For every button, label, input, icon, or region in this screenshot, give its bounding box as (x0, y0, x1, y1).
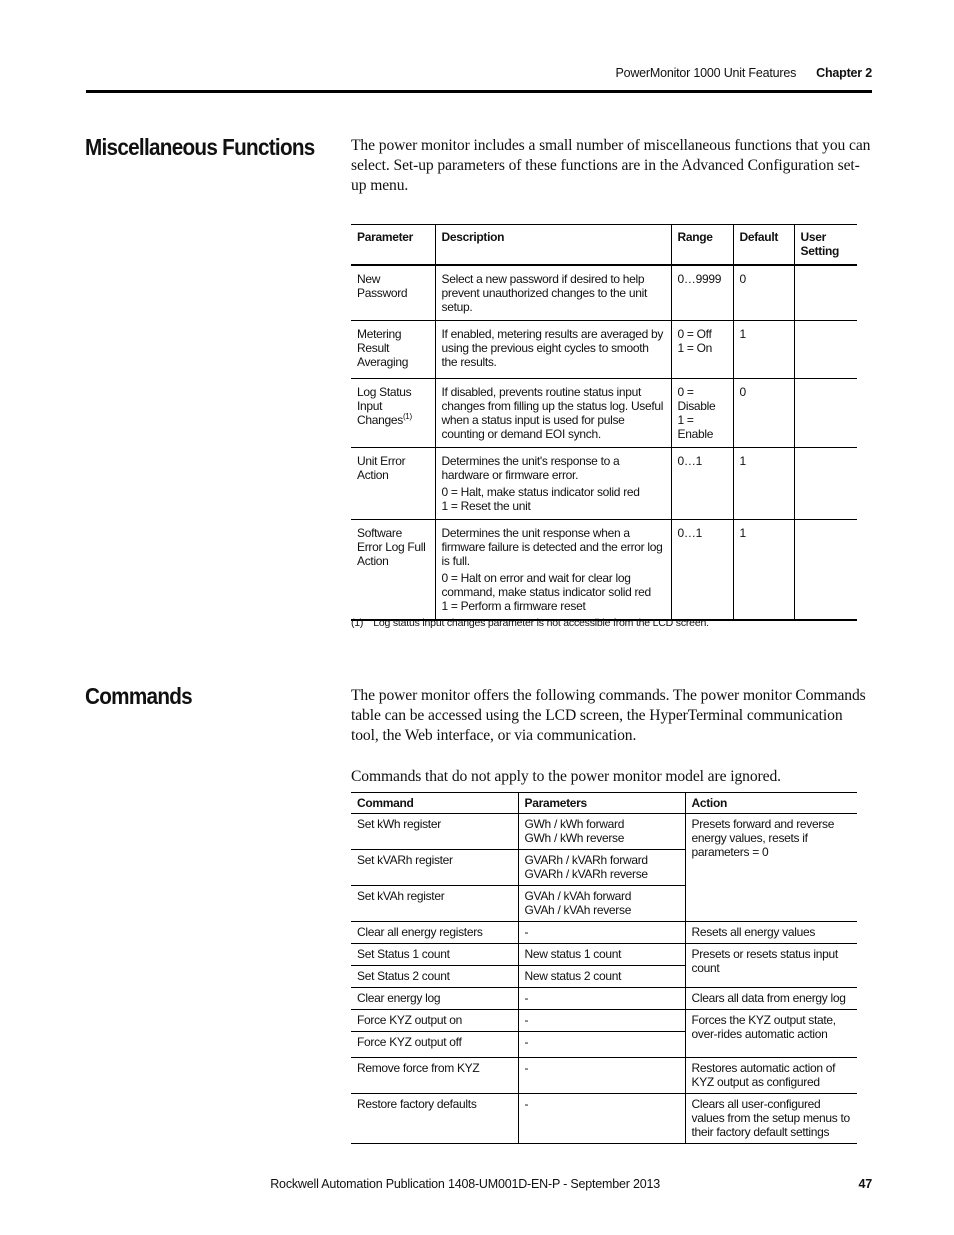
table-row (351, 814, 857, 850)
cell-description (435, 265, 671, 321)
table-row (351, 1010, 857, 1032)
description-options: 0 = Halt, make status indicator solid red 1 = Reset the unit (441, 484, 640, 513)
col-header-user-setting: User Setting (794, 225, 857, 265)
table-row (351, 265, 857, 321)
header-title: PowerMonitor 1000 Unit Features (615, 66, 797, 80)
cell-parameters: - (518, 922, 685, 944)
misc-intro: The power monitor includes a small number of miscellaneous functions that you can select. Set-up parameters of these functions are in the Advanced Configuration set-up menu. (351, 137, 871, 194)
cell-default: 0 (733, 265, 794, 321)
table-row (351, 378, 857, 447)
cell-parameters: New status 2 count (518, 966, 685, 988)
table-row (351, 1058, 857, 1094)
cell-description (435, 378, 671, 447)
cell-command: Set Status 1 count (351, 944, 518, 966)
cell-parameters: - (518, 1032, 685, 1058)
table-row (351, 519, 857, 620)
cell-default: 1 (733, 320, 794, 378)
footnote-number: (1) (351, 617, 364, 629)
col-header-parameters: Parameters (518, 793, 685, 814)
cell-action: Clears all data from energy log (685, 988, 857, 1010)
cell-parameters: GVARh / kVARh forward GVARh / kVARh reverse (518, 850, 685, 886)
description-text: Determines the unit's response to a hardware or firmware error. (441, 453, 620, 482)
footnote-marker: (1) (402, 411, 412, 421)
table-row (351, 988, 857, 1010)
cell-action: Presets forward and reverse energy values, resets if parameters = 0 (685, 814, 857, 922)
cell-command: Set kVAh register (351, 886, 518, 922)
cell-description (435, 447, 671, 519)
cell-default: 0 (733, 378, 794, 447)
table-footnote (351, 617, 709, 629)
table-row (351, 320, 857, 378)
cell-range: 0 = Off 1 = On (671, 320, 733, 378)
cell-user-setting (794, 447, 857, 519)
col-header-description: Description (435, 225, 671, 265)
col-header-parameter: Parameter (351, 225, 435, 265)
page-number: 47 (858, 1177, 872, 1191)
table-header-row (351, 225, 857, 265)
col-header-command: Command (351, 793, 518, 814)
cell-action: Restores automatic action of KYZ output as configured (685, 1058, 857, 1094)
cell-command: Set kVARh register (351, 850, 518, 886)
running-header (615, 66, 872, 80)
cell-range: 0…1 (671, 519, 733, 620)
header-rule (86, 90, 872, 93)
cell-parameters: GVAh / kVAh forward GVAh / kVAh reverse (518, 886, 685, 922)
cell-user-setting (794, 265, 857, 321)
cell-action: Presets or resets status input count (685, 944, 857, 988)
cell-range: 0…9999 (671, 265, 733, 321)
cell-command: Clear energy log (351, 988, 518, 1010)
cell-description (435, 519, 671, 620)
cell-command: Restore factory defaults (351, 1094, 518, 1144)
cell-parameter (351, 378, 435, 447)
cell-description (435, 320, 671, 378)
page-header (86, 66, 872, 92)
col-header-action: Action (685, 793, 857, 814)
cell-parameters: - (518, 1058, 685, 1094)
cell-parameters: - (518, 988, 685, 1010)
publication-id: Rockwell Automation Publication 1408-UM001D-EN-P - September 2013 (270, 1177, 660, 1191)
cell-parameters: New status 1 count (518, 944, 685, 966)
header-chapter: Chapter 2 (816, 66, 872, 80)
table-row (351, 922, 857, 944)
cell-parameters: GWh / kWh forward GWh / kWh reverse (518, 814, 685, 850)
footnote-text: Log status input changes parameter is not accessible from the LCD screen. (373, 617, 709, 629)
parameter-text: Log Status Input Changes (357, 384, 412, 427)
cell-command: Set Status 2 count (351, 966, 518, 988)
cell-command: Force KYZ output on (351, 1010, 518, 1032)
cell-user-setting (794, 378, 857, 447)
description-text: If disabled, prevents routine status input changes from filling up the status log. Useful when a status input is used for pulse counting or demand EOI synch. (441, 384, 664, 441)
col-header-default: Default (733, 225, 794, 265)
cell-range: 0 = Disable 1 = Enable (671, 378, 733, 447)
cell-command: Remove force from KYZ (351, 1058, 518, 1094)
cell-default: 1 (733, 447, 794, 519)
cell-parameter: New Password (351, 265, 435, 321)
commands-table (351, 792, 857, 1144)
cell-parameter: Software Error Log Full Action (351, 519, 435, 620)
table-header-row (351, 793, 857, 814)
cell-command: Clear all energy registers (351, 922, 518, 944)
cell-parameter: Metering Result Averaging (351, 320, 435, 378)
misc-functions-table (351, 224, 857, 621)
cell-action: Clears all user-configured values from the setup menus to their factory default settings (685, 1094, 857, 1144)
table-row (351, 944, 857, 966)
col-header-range: Range (671, 225, 733, 265)
description-text: Determines the unit response when a firmware failure is detected and the error log is full. (441, 525, 663, 568)
cell-parameter: Unit Error Action (351, 447, 435, 519)
commands-note: Commands that do not apply to the power monitor model are ignored. (351, 768, 781, 785)
cell-range: 0…1 (671, 447, 733, 519)
commands-heading: Commands (85, 683, 192, 709)
description-options: 0 = Halt on error and wait for clear log command, make status indicator solid red 1 = Perform a firmware reset (441, 570, 651, 613)
table-row (351, 1094, 857, 1144)
commands-intro: The power monitor offers the following commands. The power monitor Commands table can be accessed using the LCD screen, the HyperTerminal communication tool, the Web interface, or via communication. (351, 687, 866, 744)
description-text: Select a new password if desired to help prevent unauthorized changes to the unit setup. (441, 271, 647, 314)
cell-parameters: - (518, 1010, 685, 1032)
table-row (351, 447, 857, 519)
cell-command: Force KYZ output off (351, 1032, 518, 1058)
cell-user-setting (794, 519, 857, 620)
cell-action: Forces the KYZ output state, over-rides automatic action (685, 1010, 857, 1058)
misc-heading: Miscellaneous Functions (85, 134, 315, 160)
cell-user-setting (794, 320, 857, 378)
description-text: If enabled, metering results are averaged by using the previous eight cycles to smooth the results. (441, 326, 664, 369)
cell-default: 1 (733, 519, 794, 620)
cell-command: Set kWh register (351, 814, 518, 850)
cell-action: Resets all energy values (685, 922, 857, 944)
cell-parameters: - (518, 1094, 685, 1144)
